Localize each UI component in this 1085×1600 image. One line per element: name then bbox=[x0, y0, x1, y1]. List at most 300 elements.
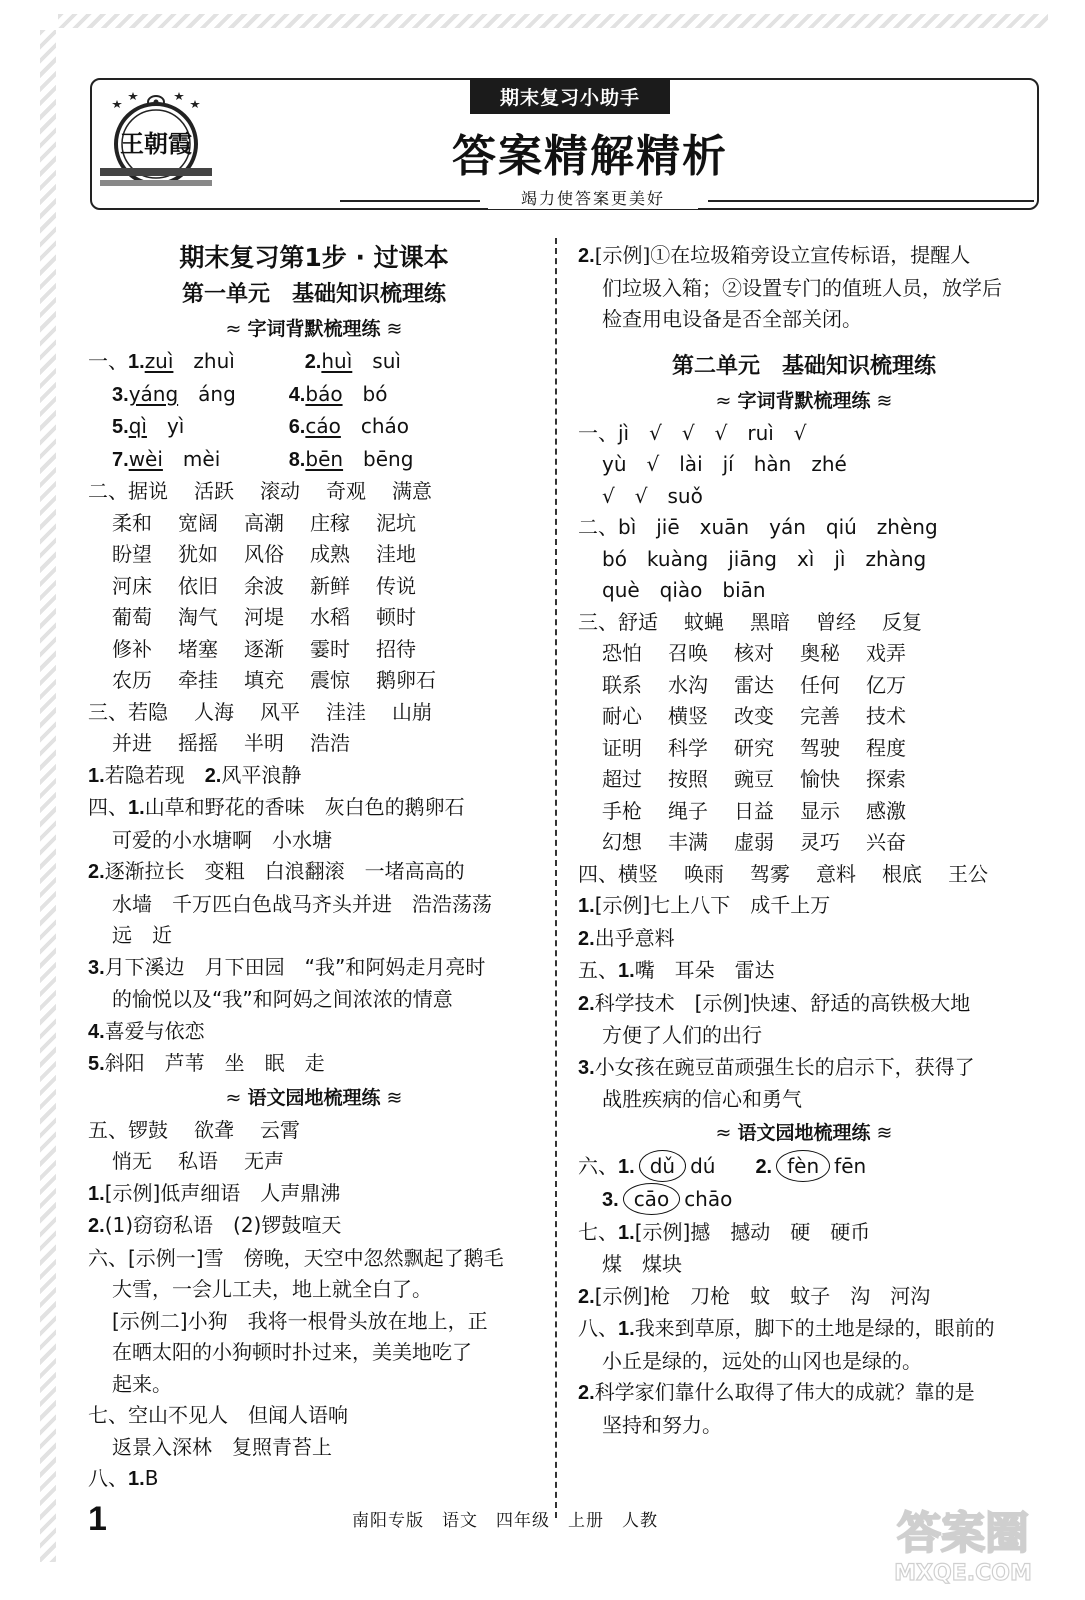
word-cell: 牵挂 bbox=[178, 668, 218, 692]
word-cell: 河堤 bbox=[244, 605, 284, 629]
item-number: 3. bbox=[112, 383, 129, 406]
answer-line bbox=[578, 240, 1030, 273]
word-cell: 山崩 bbox=[392, 699, 432, 724]
answer-line bbox=[578, 1410, 1030, 1442]
word-cell: 恐怕 bbox=[602, 641, 642, 665]
word-cell: 奇观 bbox=[326, 479, 366, 503]
item-number: 2. bbox=[304, 351, 322, 373]
answer-text: 空山不见人 但闻人语响 bbox=[128, 1403, 348, 1427]
answer-line bbox=[578, 988, 1030, 1021]
word-cell: 震惊 bbox=[310, 668, 350, 692]
item-number: 1. bbox=[128, 797, 145, 819]
pinyin-other: suì bbox=[352, 349, 401, 373]
answer-line bbox=[88, 1369, 540, 1401]
question-label: 四、 bbox=[88, 795, 128, 819]
word-cell: 犹如 bbox=[178, 542, 218, 566]
word-cell: 摇摇 bbox=[178, 731, 218, 755]
item-number: 2. bbox=[578, 927, 595, 950]
answer-line bbox=[88, 728, 540, 760]
answer-line bbox=[578, 481, 1030, 513]
pinyin-other: zhuì bbox=[173, 349, 235, 373]
item-number: 5. bbox=[88, 1053, 105, 1075]
question-label: 二、 bbox=[578, 515, 618, 539]
pinyin-other: bó bbox=[342, 381, 388, 406]
item-number: 3. bbox=[578, 1056, 595, 1079]
answer-text: √ √ suǒ bbox=[602, 483, 703, 508]
word-cell: 研究 bbox=[734, 735, 774, 760]
svg-text:MXQE.COM: MXQE.COM bbox=[894, 1561, 1032, 1586]
item-number: 6. bbox=[288, 416, 306, 438]
answer-line bbox=[88, 1306, 540, 1338]
word-cell: 新鲜 bbox=[310, 573, 350, 598]
answer-line bbox=[88, 539, 540, 571]
pinyin-other: cháo bbox=[340, 414, 410, 438]
answer-text: 检查用电设备是否全部关闭。 bbox=[602, 307, 862, 331]
word-cell: 显示 bbox=[800, 798, 840, 823]
unit-heading: 第二单元 基础知识梳理练 bbox=[671, 353, 936, 379]
word-cell: 唤雨 bbox=[684, 861, 724, 886]
word-cell: 水沟 bbox=[668, 672, 708, 697]
answer-line bbox=[88, 1432, 540, 1464]
answer-line bbox=[578, 670, 1030, 702]
word-cell: 农历 bbox=[112, 668, 152, 692]
answer-line bbox=[88, 889, 540, 921]
answer-line bbox=[578, 607, 1030, 639]
answer-text: 嘴 耳朵 雷达 bbox=[634, 958, 775, 982]
item-number: 2. bbox=[88, 1215, 105, 1237]
question-label: 四、 bbox=[578, 861, 618, 886]
word-cell: 手枪 bbox=[602, 798, 642, 823]
answer-line bbox=[88, 571, 540, 603]
answer-line bbox=[88, 760, 540, 793]
word-cell: 横竖 bbox=[618, 861, 658, 886]
circled-pinyin: fèn bbox=[776, 1150, 830, 1182]
answer-text: 们垃圾入箱；②设置专门的值班人员，放学后 bbox=[602, 275, 1002, 300]
word-cell: 据说 bbox=[128, 479, 168, 503]
word-cell: 泥坑 bbox=[376, 510, 416, 535]
answer-line bbox=[578, 733, 1030, 765]
word-cell: 绳子 bbox=[668, 798, 708, 823]
answer-line bbox=[88, 1463, 540, 1496]
word-cell: 洼地 bbox=[376, 542, 416, 566]
word-cell: 风平 bbox=[260, 699, 300, 724]
answer-text: jì √ √ √ ruì √ bbox=[618, 420, 807, 445]
answer-line bbox=[578, 796, 1030, 828]
item-number: 7. bbox=[112, 448, 129, 471]
word-cell: 宽阔 bbox=[178, 510, 218, 535]
word-cell: 证明 bbox=[602, 735, 642, 760]
answer-line bbox=[88, 984, 540, 1016]
word-cell: 河床 bbox=[112, 573, 152, 598]
item-number: 1. bbox=[88, 764, 105, 787]
word-cell: 高潮 bbox=[244, 510, 284, 535]
pinyin-other: yì bbox=[146, 414, 185, 438]
word-cell: 锣鼓 bbox=[128, 1117, 168, 1142]
word-cell: 堵塞 bbox=[178, 636, 218, 661]
answer-line bbox=[88, 476, 540, 508]
answer-line bbox=[578, 418, 1030, 450]
answer-text: [示例一]雪 傍晚，天空中忽然飘起了鹅毛 bbox=[128, 1245, 504, 1270]
word-cell: 奥秘 bbox=[800, 641, 840, 665]
answer-line bbox=[578, 304, 1030, 336]
item-number: 2. bbox=[578, 1382, 595, 1404]
answer-text: 小丘是绿的，远处的山冈也是绿的。 bbox=[602, 1348, 922, 1373]
answer-line bbox=[578, 1346, 1030, 1378]
pinyin-answer: bēn bbox=[305, 446, 344, 471]
word-cell: 私语 bbox=[178, 1149, 218, 1173]
answer-text: (1)窃窃私语 (2)锣鼓喧天 bbox=[104, 1213, 342, 1237]
question-label: 八、 bbox=[578, 1316, 618, 1340]
answer-line bbox=[88, 825, 540, 857]
answer-text: 起来。 bbox=[112, 1371, 172, 1396]
answer-line bbox=[578, 1183, 1030, 1217]
word-cell: 盼望 bbox=[112, 542, 152, 566]
word-cell: 虚弱 bbox=[734, 830, 774, 854]
word-cell: 余波 bbox=[244, 573, 284, 598]
word-cell: 逐渐 bbox=[244, 636, 284, 661]
answer-text: 在晒太阳的小狗顿时扑过来，美美地吃了 bbox=[112, 1340, 472, 1364]
word-cell: 程度 bbox=[866, 735, 906, 760]
word-cell: 填充 bbox=[244, 668, 284, 692]
unit-heading: 第一单元 基础知识梳理练 bbox=[181, 282, 446, 307]
question-label: 二、 bbox=[88, 479, 128, 503]
item-number: 4. bbox=[88, 1020, 105, 1043]
answer-text: bì jiē xuān yán qiú zhèng bbox=[618, 515, 938, 539]
pinyin-other: áng bbox=[178, 381, 236, 406]
answer-line bbox=[578, 1052, 1030, 1085]
word-cell: 并进 bbox=[112, 731, 152, 755]
answer-text: yù √ lài jí hàn zhé bbox=[602, 452, 847, 476]
answer-line bbox=[578, 701, 1030, 733]
word-cell: 顿时 bbox=[376, 605, 416, 629]
word-cell: 超过 bbox=[602, 767, 642, 791]
item-number: 1. bbox=[618, 1318, 635, 1340]
spacer bbox=[578, 336, 1030, 350]
word-cell: 核对 bbox=[734, 641, 774, 665]
word-cell: 改变 bbox=[734, 704, 774, 728]
publisher-logo bbox=[96, 86, 216, 198]
pinyin-answer: yáng bbox=[128, 381, 179, 406]
answer-text: [示例]①在垃圾箱旁设立宣传标语，提醒人 bbox=[594, 243, 971, 267]
answer-line bbox=[88, 1337, 540, 1369]
answer-line bbox=[578, 1150, 1030, 1184]
answer-text: 风平浪静 bbox=[221, 762, 302, 787]
answer-line bbox=[88, 379, 540, 412]
answer-line bbox=[88, 1400, 540, 1432]
question-label: 五、 bbox=[88, 1117, 128, 1142]
question-label: 三、 bbox=[88, 699, 128, 724]
slogan: 竭力使答案更美好 bbox=[488, 186, 698, 209]
right-column bbox=[578, 240, 1030, 1441]
question-label: 七、 bbox=[88, 1403, 128, 1427]
subsection-heading: ≈ 字词背默梳理练 ≋ bbox=[88, 312, 540, 346]
pinyin-other: mèi bbox=[162, 446, 221, 471]
word-cell: 日益 bbox=[734, 798, 774, 823]
page-border-top bbox=[58, 14, 1048, 28]
item-number: 2. bbox=[755, 1155, 773, 1178]
word-cell: 传说 bbox=[376, 573, 416, 598]
word-cell: 豌豆 bbox=[734, 767, 774, 791]
slogan-rule-right bbox=[708, 200, 1034, 202]
answer-line bbox=[88, 1048, 540, 1081]
pinyin-pair bbox=[129, 379, 289, 411]
answer-text: 的愉悦以及“我”和阿妈之间浓浓的情意 bbox=[112, 987, 453, 1011]
answer-line bbox=[88, 411, 540, 444]
answer-text: [示例]枪 刀枪 蚊 蚊子 沟 河沟 bbox=[594, 1283, 931, 1308]
answer-text: 出乎意料 bbox=[594, 925, 675, 950]
word-cell: 探索 bbox=[866, 767, 906, 791]
word-cell: 耐心 bbox=[602, 704, 642, 728]
answer-line bbox=[88, 508, 540, 540]
answer-line bbox=[578, 449, 1030, 481]
answer-line bbox=[578, 827, 1030, 859]
answer-line bbox=[88, 792, 540, 825]
word-cell: 横竖 bbox=[668, 704, 708, 728]
answer-text: 月下溪边 月下田园 “我”和阿妈走月亮时 bbox=[104, 954, 486, 979]
word-cell: 水稻 bbox=[310, 605, 350, 629]
question-label: 六、 bbox=[88, 1245, 128, 1270]
word-cell: 滚动 bbox=[260, 479, 300, 503]
pinyin-answer: cáo bbox=[305, 414, 341, 438]
question-label: 一、 bbox=[88, 349, 128, 373]
answer-line bbox=[578, 1377, 1030, 1410]
answer-line bbox=[88, 346, 540, 379]
pinyin-pair bbox=[305, 444, 465, 476]
answer-line bbox=[88, 1274, 540, 1306]
answer-text: B bbox=[144, 1466, 159, 1490]
word-cell: 欲聋 bbox=[194, 1117, 234, 1142]
word-cell: 科学 bbox=[668, 735, 708, 760]
answer-line bbox=[88, 665, 540, 697]
item-number: 5. bbox=[112, 416, 129, 438]
answer-line bbox=[88, 1115, 540, 1147]
page-number: 1 bbox=[88, 1500, 107, 1538]
subsection-heading: ≈ 语文园地梳理练 ≋ bbox=[88, 1081, 540, 1115]
answer-line bbox=[88, 697, 540, 729]
word-cell: 丰满 bbox=[668, 830, 708, 854]
word-cell: 若隐 bbox=[128, 699, 168, 724]
word-cell: 任何 bbox=[800, 672, 840, 697]
answer-line bbox=[578, 764, 1030, 796]
answer-text: 小女孩在豌豆苗顽强生长的启示下，获得了 bbox=[594, 1054, 975, 1079]
item-number: 1. bbox=[128, 1468, 145, 1490]
subsection-heading: ≈ 语文园地梳理练 ≋ bbox=[578, 1116, 1030, 1150]
word-cell: 成熟 bbox=[310, 542, 350, 566]
word-cell: 驾雾 bbox=[750, 861, 790, 886]
item-number: 3. bbox=[602, 1189, 619, 1211]
item-number: 2. bbox=[204, 764, 222, 787]
word-cell: 意料 bbox=[816, 861, 856, 886]
word-cell: 淘气 bbox=[178, 605, 218, 629]
item-number: 1. bbox=[618, 960, 635, 982]
answer-line bbox=[88, 444, 540, 477]
word-cell: 召唤 bbox=[668, 641, 708, 665]
svg-text:答案圈: 答案圈 bbox=[897, 1508, 1029, 1559]
word-cell: 风俗 bbox=[244, 542, 284, 566]
question-label: 六、 bbox=[578, 1153, 618, 1178]
word-cell: 王公 bbox=[948, 861, 988, 886]
svg-text:王朝霞: 王朝霞 bbox=[120, 129, 192, 158]
answer-line bbox=[578, 638, 1030, 670]
answer-text: 方便了人们的出行 bbox=[602, 1023, 762, 1047]
word-cell: 半明 bbox=[244, 731, 284, 755]
item-number: 2. bbox=[88, 861, 105, 883]
word-cell: 活跃 bbox=[194, 479, 234, 503]
word-cell: 愉快 bbox=[800, 767, 840, 791]
word-cell: 完善 bbox=[800, 704, 840, 728]
answer-text: 我来到草原，脚下的土地是绿的，眼前的 bbox=[634, 1316, 995, 1340]
word-cell: 曾经 bbox=[816, 609, 856, 634]
answer-text: 大雪，一会儿工夫，地上就全白了。 bbox=[112, 1277, 432, 1301]
slogan-rule-left bbox=[340, 200, 480, 202]
word-cell: 满意 bbox=[392, 479, 432, 503]
page-title: 答案精解精析 bbox=[452, 131, 728, 182]
answer-line bbox=[88, 634, 540, 666]
word-cell: 无声 bbox=[244, 1149, 284, 1173]
question-label: 一、 bbox=[578, 420, 618, 445]
answer-line bbox=[88, 1016, 540, 1049]
answer-line bbox=[578, 544, 1030, 576]
answer-line bbox=[578, 1281, 1030, 1314]
word-cell: 葡萄 bbox=[112, 605, 152, 629]
answer-line bbox=[88, 856, 540, 889]
answer-line bbox=[578, 1020, 1030, 1052]
item-number: 1. bbox=[578, 895, 595, 917]
pinyin-other: bēng bbox=[343, 446, 414, 471]
subsection-heading: ≈ 字词背默梳理练 ≋ bbox=[578, 384, 1030, 418]
answer-line bbox=[88, 602, 540, 634]
answer-text: 山草和野花的香味 灰白色的鹅卵石 bbox=[144, 795, 465, 819]
word-cell: 洼洼 bbox=[326, 699, 366, 724]
circled-pinyin: cāo bbox=[623, 1183, 681, 1215]
page-border-left bbox=[40, 30, 56, 1562]
column-divider bbox=[555, 238, 557, 1518]
answer-line bbox=[578, 1249, 1030, 1281]
answer-line bbox=[88, 1178, 540, 1211]
answer-text: [示例二]小狗 我将一根骨头放在地上，正 bbox=[112, 1308, 488, 1333]
word-cell: 柔和 bbox=[112, 510, 152, 535]
word-cell: 修补 bbox=[112, 636, 152, 661]
item-number: 2. bbox=[578, 245, 595, 267]
answer-text: 返景入深林 复照青苔上 bbox=[112, 1434, 332, 1459]
pinyin-answer: huì bbox=[321, 349, 353, 373]
pinyin-pair bbox=[305, 379, 465, 411]
pinyin-pair bbox=[145, 346, 305, 378]
word-cell: 蚊蝇 bbox=[684, 609, 724, 634]
answer-text: 远 近 bbox=[112, 923, 172, 947]
pinyin-other: dú bbox=[690, 1153, 756, 1178]
word-cell: 舒适 bbox=[618, 609, 658, 634]
word-cell: 幻想 bbox=[602, 830, 642, 854]
pinyin-answer: wèi bbox=[128, 446, 163, 471]
word-cell: 依旧 bbox=[178, 573, 218, 598]
answer-text: 喜爱与依恋 bbox=[104, 1018, 205, 1043]
answer-text: [示例]七上八下 成千上万 bbox=[594, 893, 831, 917]
section-heading: 期末复习第1步 · 过课本 bbox=[179, 243, 449, 272]
word-cell: 技术 bbox=[866, 704, 906, 728]
answer-line bbox=[578, 955, 1030, 988]
helper-tab: 期末复习小助手 bbox=[470, 78, 670, 114]
answer-text: bó kuàng jiāng xì jì zhàng bbox=[602, 546, 927, 571]
word-cell: 根底 bbox=[882, 861, 922, 886]
word-cell: 灵巧 bbox=[800, 830, 840, 854]
word-cell: 云霄 bbox=[260, 1117, 300, 1142]
item-number: 1. bbox=[128, 351, 145, 373]
word-cell: 鹅卵石 bbox=[376, 668, 436, 692]
pinyin-answer: zuì bbox=[144, 349, 174, 373]
word-cell: 庄稼 bbox=[310, 510, 350, 535]
word-cell: 招待 bbox=[376, 636, 416, 661]
item-number: 8. bbox=[288, 448, 306, 471]
item-number: 3. bbox=[88, 956, 105, 979]
answer-text: 若隐若现 bbox=[104, 762, 205, 787]
pinyin-answer: qì bbox=[128, 414, 147, 438]
item-number: 1. bbox=[618, 1221, 635, 1244]
answer-text: [示例]撼 撼动 硬 硬币 bbox=[634, 1219, 871, 1244]
answer-line bbox=[578, 923, 1030, 956]
answer-line bbox=[578, 859, 1030, 891]
answer-text: 水墙 千万匹白色战马齐头并进 浩浩荡荡 bbox=[112, 891, 492, 916]
answer-text: 逐渐拉长 变粗 白浪翻滚 一堵高高的 bbox=[104, 859, 465, 883]
answer-line bbox=[578, 512, 1030, 544]
answer-line bbox=[578, 1313, 1030, 1346]
item-number: 1. bbox=[618, 1155, 635, 1178]
word-cell: 按照 bbox=[668, 767, 708, 791]
footer-edition: 南阳专版 语文 四年级 上册 人教 bbox=[352, 1511, 658, 1531]
item-number: 1. bbox=[88, 1182, 105, 1205]
watermark-logo bbox=[868, 1498, 1058, 1588]
question-label: 五、 bbox=[578, 958, 618, 982]
word-cell: 悄无 bbox=[112, 1149, 152, 1173]
word-cell: 感激 bbox=[866, 798, 906, 823]
question-label: 八、 bbox=[88, 1466, 128, 1490]
word-cell: 黑暗 bbox=[750, 609, 790, 634]
word-cell: 浩浩 bbox=[310, 731, 350, 755]
answer-text: 可爱的小水塘啊 小水塘 bbox=[112, 827, 332, 852]
pinyin-other: fēn bbox=[834, 1153, 907, 1178]
word-cell: 人海 bbox=[194, 699, 234, 724]
answer-text: 科学技术 [示例]快速、舒适的高铁极大地 bbox=[594, 990, 971, 1015]
answer-line bbox=[578, 1217, 1030, 1250]
word-cell: 兴奋 bbox=[866, 830, 906, 854]
answer-text: 战胜疾病的信心和勇气 bbox=[602, 1087, 802, 1111]
item-number: 2. bbox=[578, 1285, 595, 1308]
word-cell: 联系 bbox=[602, 672, 642, 697]
pinyin-pair bbox=[129, 411, 289, 443]
answer-text: 煤 煤块 bbox=[602, 1252, 682, 1276]
answer-line bbox=[88, 1210, 540, 1243]
answer-line bbox=[578, 890, 1030, 923]
left-column bbox=[88, 240, 540, 1496]
word-cell: 霎时 bbox=[310, 636, 350, 661]
answer-line bbox=[578, 1084, 1030, 1116]
answer-text: què qiào biān bbox=[602, 578, 766, 602]
answer-line bbox=[578, 273, 1030, 305]
question-label: 三、 bbox=[578, 609, 618, 634]
answer-line bbox=[88, 1146, 540, 1178]
answer-text: 斜阳 芦苇 坐 眠 走 bbox=[104, 1051, 325, 1075]
answer-line bbox=[88, 952, 540, 985]
pinyin-answer: báo bbox=[305, 381, 343, 406]
circled-pinyin: dǔ bbox=[639, 1150, 686, 1182]
answer-text: 科学家们靠什么取得了伟大的成就？靠的是 bbox=[594, 1380, 975, 1404]
item-number: 4. bbox=[288, 383, 306, 406]
answer-text: 坚持和努力。 bbox=[602, 1412, 722, 1437]
pinyin-other: chāo bbox=[684, 1187, 773, 1211]
pinyin-pair bbox=[321, 346, 481, 378]
answer-line bbox=[578, 575, 1030, 607]
word-cell: 戏弄 bbox=[866, 641, 906, 665]
